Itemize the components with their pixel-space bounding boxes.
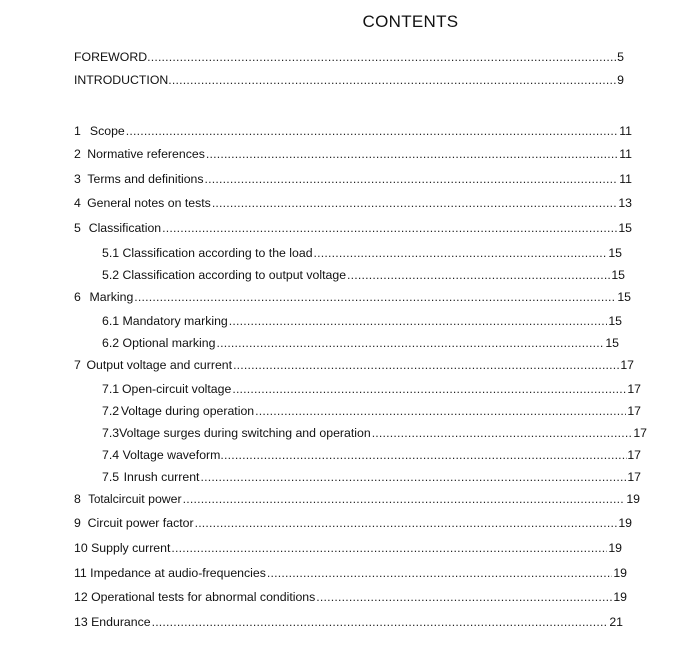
toc-subentry[interactable] [102,380,641,398]
dot-leader [200,468,626,486]
toc-label: General notes on tests [87,196,211,210]
toc-section-number: 7.5 [102,470,120,484]
toc-page-number: 11 [619,172,632,186]
toc-section-number: 2 [74,147,81,161]
toc-label: Voltage surges during switching and operation [119,426,371,440]
dot-leader [267,564,612,582]
dot-leader [316,588,612,606]
dot-leader [232,380,626,398]
dot-leader [233,356,619,374]
toc-entry[interactable] [74,170,632,188]
toc-subentry[interactable] [102,312,622,330]
toc-label: Output voltage and current [86,358,233,372]
toc-page-number: 17 [633,426,647,440]
toc-section-number: 9 [74,516,81,530]
toc-label: 5.2 Classification according to output voltage [102,268,347,282]
toc-page-number: 19 [613,590,627,604]
toc-entry[interactable] [74,564,627,582]
toc-section-number: 6 [74,290,81,304]
toc-page-number: 19 [613,566,627,580]
dot-leader [206,145,618,163]
toc-label: Inrush current [123,470,200,484]
dot-leader [152,613,609,631]
toc-label: 10 Supply current [74,541,171,555]
toc-subentry[interactable] [102,266,625,284]
toc-page-number: 21 [609,615,623,629]
toc-entry[interactable] [74,194,632,212]
toc-label: 5.1 Classification according to the load [102,246,313,260]
toc-label: Scope [89,124,125,138]
toc-label: Voltage waveform [122,448,221,462]
toc-label: 11 Impedance at audio-frequencies [74,566,266,580]
toc-page-number: 15 [618,221,632,235]
dot-leader [212,194,618,212]
toc-page-number: 13 [618,196,632,210]
dot-leader [183,490,626,508]
toc-page-number: 17 [627,404,641,418]
toc-page-number: 17 [627,470,641,484]
dot-leader [126,122,618,140]
toc-subentry[interactable] [102,244,622,262]
toc-entry[interactable] [74,588,627,606]
toc-label: circuit power [112,492,182,506]
toc-section-number: 7.1 [102,382,120,396]
toc-subentry[interactable] [102,446,641,464]
toc-label: 6.1 Mandatory marking [102,314,228,328]
toc-label: Terms and definitions [87,172,204,186]
toc-page-number: 19 [608,541,622,555]
toc-section-number: 3 [74,172,81,186]
dot-leader [195,514,618,532]
toc-section-number: 7.2 [102,404,120,418]
dot-leader [134,288,616,306]
toc-label: FOREWORD [74,50,148,64]
dot-leader [216,334,604,352]
dot-leader [171,539,607,557]
toc-page-number: 17 [620,358,634,372]
toc-section-number: 7 [74,358,81,372]
toc-entry[interactable] [74,539,622,557]
toc-page-number: 17 [627,382,641,396]
dot-leader [168,71,617,89]
toc-label: INTRODUCTION [74,73,169,87]
toc-label-prefix: Total [88,494,113,506]
toc-page-number: 19 [618,516,632,530]
toc-label: Voltage during operation [120,404,255,418]
toc-page-number: 11 [619,124,632,138]
toc-entry-foreword[interactable] [74,48,624,66]
toc-section-number: 1 [74,124,81,138]
dot-leader [205,170,619,188]
toc-label: Circuit power factor [87,516,194,530]
dot-leader [372,424,633,442]
dot-leader [220,446,627,464]
toc-entry[interactable] [74,122,632,140]
dot-leader [255,402,626,420]
toc-label: 13 Endurance [74,615,151,629]
toc-subentry[interactable] [102,402,641,420]
toc-entry[interactable] [74,490,640,508]
toc-section-number: 7.3 [102,426,120,440]
toc-label: 6.2 Optional marking [102,336,216,350]
toc-entry[interactable] [74,219,632,237]
toc-entry[interactable] [74,288,631,306]
toc-page-number: 15 [605,336,619,350]
toc-page-number: 19 [626,492,640,506]
toc-page-number: 5 [617,50,624,64]
dot-leader [347,266,610,284]
toc-section-number: 8 [74,492,81,506]
toc-entry[interactable] [74,356,634,374]
toc-page-number: 15 [617,290,631,304]
dot-leader [229,312,608,330]
toc-section-number: 5 [74,221,81,235]
toc-entry[interactable] [74,514,632,532]
toc-entry[interactable] [74,145,632,163]
toc-section-number: 7.4 [102,448,120,462]
dot-leader [147,48,617,66]
page-title: CONTENTS [362,12,459,31]
toc-label: 12 Operational tests for abnormal conditions [74,590,316,604]
toc-entry-introduction[interactable] [74,71,624,89]
toc-section-number: 4 [74,196,81,210]
toc-label: Normative references [87,147,205,161]
toc-page-number: 15 [608,314,622,328]
toc-page-number: 15 [611,268,625,282]
toc-label: Marking [89,290,134,304]
toc-page-number: 11 [619,147,632,161]
toc-subentry[interactable] [102,424,647,442]
toc-label: Classification [88,221,162,235]
toc-page-number: 9 [617,73,624,87]
toc-label: Open-circuit voltage [121,382,232,396]
toc-entry[interactable] [74,613,623,631]
toc-subentry[interactable] [102,334,619,352]
dot-leader [314,244,608,262]
toc-subentry[interactable] [102,468,641,486]
dot-leader [162,219,617,237]
toc-page-number: 15 [608,246,622,260]
toc-page-number: 17 [627,448,641,462]
